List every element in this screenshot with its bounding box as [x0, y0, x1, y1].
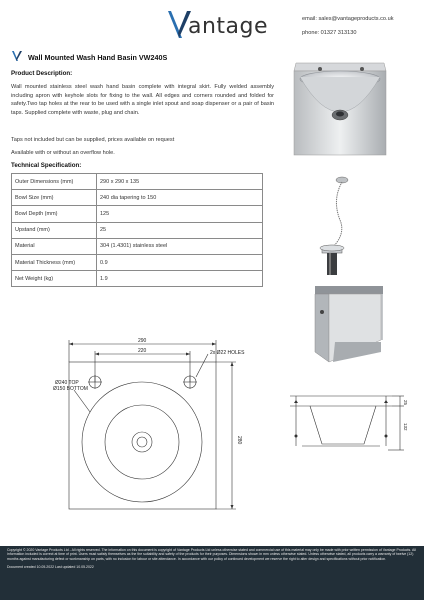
spec-value: 290 x 290 x 135 — [97, 174, 263, 190]
dim-220-label: 220 — [138, 348, 147, 354]
table-row — [12, 238, 263, 254]
table-row — [12, 174, 263, 190]
spec-label: Outer Dimensions (mm) — [12, 174, 97, 190]
side-dim-132-label: 132 — [403, 423, 408, 431]
dim-280-label: 280 — [236, 436, 242, 445]
side-dim-25-label: 25 — [403, 400, 408, 406]
bottom-diameter-label: Ø150 BOTTOM — [53, 386, 88, 392]
spec-heading: Technical Specification: — [11, 162, 82, 169]
product-title: Wall Mounted Wash Hand Basin VW240S — [28, 53, 168, 62]
spec-label: Material Thickness (mm) — [12, 254, 97, 270]
table-row — [12, 206, 263, 222]
spec-label: Material — [12, 238, 97, 254]
spec-table — [11, 173, 263, 287]
description-paragraph: Wall mounted stainless steel wash hand basin complete with integral skirt. Fully welded assembly including apron with keyhole slots for fixing to the wall. All edges and corners rounded and folded for safety.Two tap holes at the rear to be used with a single inlet spout and soap dispenser or a pair of basin taps. Supplied complete with waste, plug and chain. — [11, 84, 274, 117]
table-row — [12, 254, 263, 270]
spec-value: 0.9 — [97, 254, 263, 270]
spec-value: 25 — [97, 222, 263, 238]
table-row — [12, 190, 263, 206]
footer-copyright: Copyright © 2020 Vantage Products Ltd - All rights reserved. The information on this document is copyright of Vantage Products Ltd unless otherwise stated and commercial use of this material may only be made with prior written permission of Vantage Products. All information included is correct at time of print. Users must satisfy themselves as the the suitability and safety of the products for their purposes. Dimensions shown in mm unless otherwise stated. Unless otherwise stated, all products carry a warranty of twelve (12) months against manufacturing defect or workmanship on parts, with no inclusion for labour or site attendance. In accordance with our policy of continued development we reserve the right to alter design and specifications without prior notification. — [7, 548, 416, 561]
description-heading: Product Description: — [11, 70, 73, 77]
table-row — [12, 271, 263, 287]
spec-label: Bowl Depth (mm) — [12, 206, 97, 222]
spec-value: 125 — [97, 206, 263, 222]
logo-wordmark: antage — [188, 14, 269, 39]
top-view-drawing — [0, 332, 280, 532]
basin-mounted-photo — [295, 282, 383, 368]
spec-value: 240 dia tapering to 150 — [97, 190, 263, 206]
footer — [0, 546, 424, 600]
side-view-drawing — [288, 388, 418, 478]
overflow-note: Available with or without an overflow hole. — [11, 150, 115, 156]
holes-label: 2x Ø22 HOLES — [210, 350, 245, 356]
contact-email[interactable]: email: sales@vantageproducts.co.uk — [302, 16, 394, 22]
spec-value: 304 (1.4301) stainless steel — [97, 238, 263, 254]
spec-label: Net Weight (kg) — [12, 271, 97, 287]
vantage-v-small-icon — [12, 51, 22, 61]
table-row — [12, 222, 263, 238]
top-diameter-label: Ø240 TOP — [55, 380, 79, 386]
waste-plug-chain-photo — [310, 170, 360, 280]
basin-photo — [290, 55, 390, 160]
spec-label: Upstand (mm) — [12, 222, 97, 238]
spec-label: Bowl Size (mm) — [12, 190, 97, 206]
dim-290-label: 290 — [138, 338, 147, 344]
footer-document-dates: Document created 10.05.2022 Last updated 10.05.2022 — [7, 565, 94, 570]
contact-phone[interactable]: phone: 01327 313130 — [302, 30, 357, 36]
brand-logo — [166, 8, 276, 42]
spec-value: 1.9 — [97, 271, 263, 287]
taps-note: Taps not included but can be supplied, prices available on request — [11, 137, 175, 143]
